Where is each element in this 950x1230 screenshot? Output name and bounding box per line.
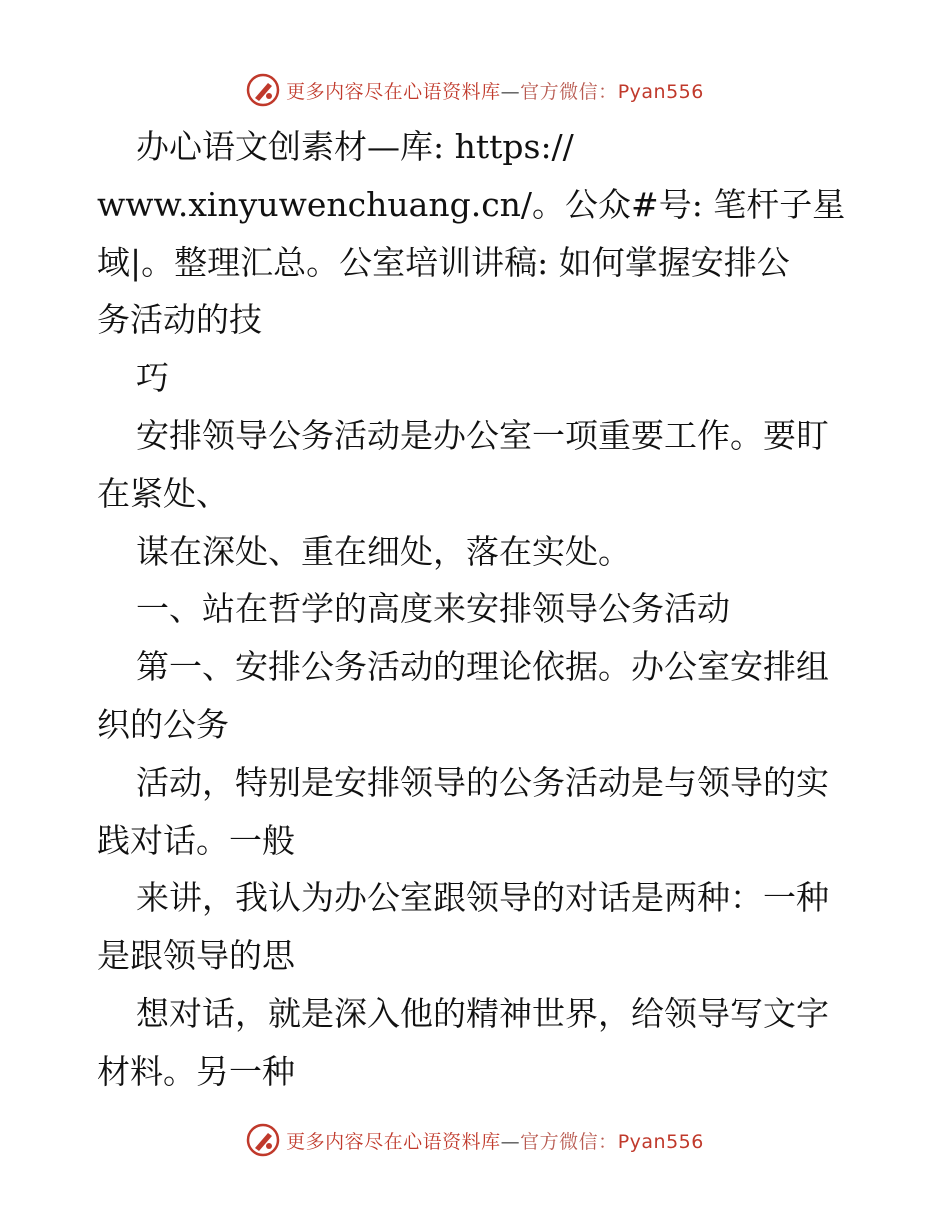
text-line: 一、站在哲学的高度来安排领导公务活动: [136, 589, 730, 629]
text-line: www.xinyuwenchuang.cn/。公众#号: 笔杆子星: [97, 184, 846, 224]
banner-main-text: 更多内容尽在心语资料库: [286, 1130, 501, 1153]
text-line: 域|。整理汇总。公室培训讲稿: 如何掌握安排公: [97, 242, 790, 282]
banner-main-text: 更多内容尽在心语资料库: [286, 80, 501, 103]
text-line: 务活动的技: [97, 300, 262, 340]
pen-logo-icon: [246, 73, 280, 107]
text-line: 想对话，就是深入他的精神世界，给领导写文字: [136, 993, 829, 1033]
text-line: 在紧处、: [97, 473, 229, 513]
text-line: 织的公务: [97, 704, 229, 744]
banner-wechat-label: 官方微信：: [520, 80, 618, 103]
banner-handle: Pyan556: [617, 1130, 704, 1153]
header-banner: [0, 70, 950, 110]
text-line: 安排领导公务活动是办公室一项重要工作。要盯: [136, 415, 829, 455]
text-line: 巧: [136, 358, 169, 398]
text-line: 第一、安排公务活动的理论依据。办公室安排组: [136, 647, 829, 687]
banner-separator: —: [500, 80, 521, 103]
banner-handle: Pyan556: [617, 80, 704, 103]
text-line: 谋在深处、重在细处，落在实处。: [136, 531, 631, 571]
document-body: [97, 118, 867, 1101]
pen-logo-icon: [246, 1123, 280, 1157]
footer-banner: [0, 1120, 950, 1160]
text-line: 践对话。一般: [97, 820, 295, 860]
banner-separator: —: [500, 1130, 521, 1153]
text-line: 是跟领导的思: [97, 936, 295, 976]
banner-wechat-label: 官方微信：: [520, 1130, 618, 1153]
text-line: 材料。另一种: [97, 1051, 295, 1091]
text-line: 来讲，我认为办公室跟领导的对话是两种：一种: [136, 878, 829, 918]
text-line: 活动，特别是安排领导的公务活动是与领导的实: [136, 762, 829, 802]
text-line: 办心语文创素材—库: https://: [136, 127, 574, 166]
